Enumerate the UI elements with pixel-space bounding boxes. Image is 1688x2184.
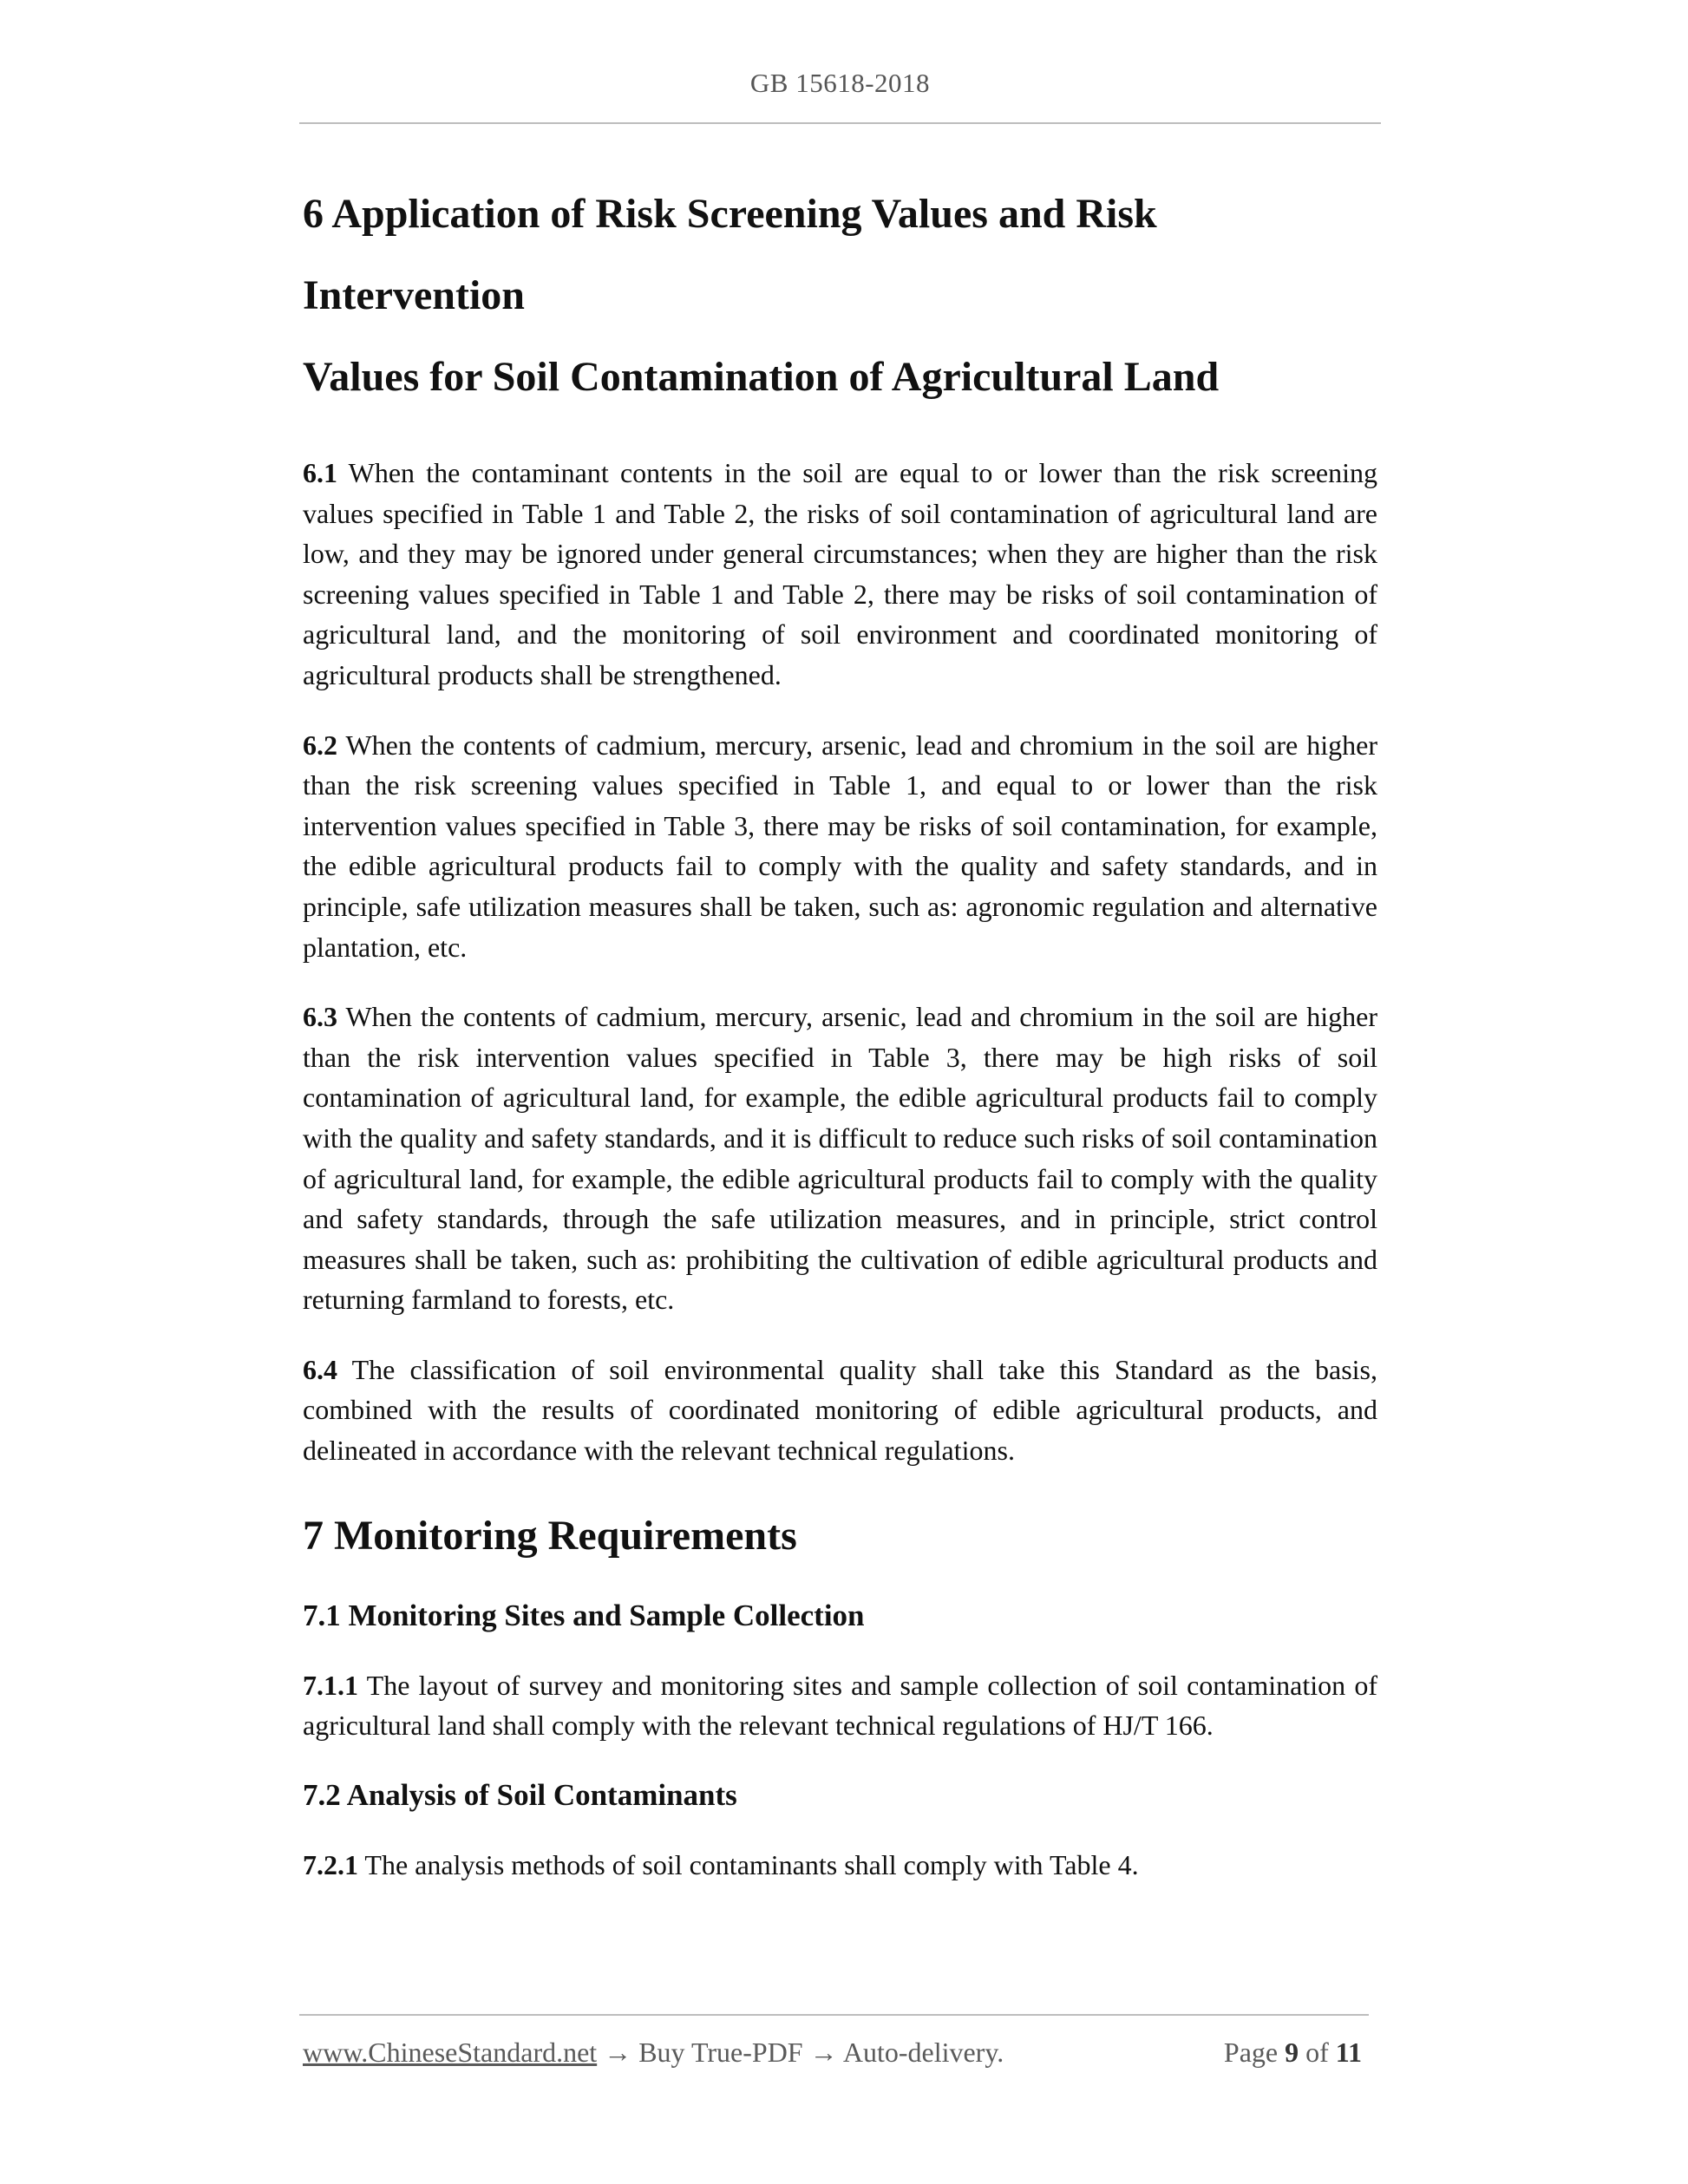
page-indicator — [1224, 2031, 1362, 2073]
clause-text: When the contents of cadmium, mercury, arsenic, lead and chromium in the soil are higher than the risk intervention values specified in Table 3, there may be high risks of soil contamination of agricultural land, for example, the edible agricultural products fail to comply with the quality and safety standards, and it is difficult to reduce such risks of soil contamination of agricultural land, for example, the edible agricultural products fail to comply with the quality and safety standards, through the safe utilization measures, and in principle, strict control measures shall be taken, such as: prohibiting the cultivation of edible agricultural products and returning farmland to forests, etc. — [303, 1001, 1378, 1316]
header-divider — [299, 122, 1381, 124]
clause-6-3 — [303, 997, 1377, 1320]
subsection-7-2-heading: 7.2 Analysis of Soil Contaminants — [303, 1777, 737, 1812]
auto-delivery-text: Auto-delivery. — [842, 2037, 1004, 2068]
clause-text: When the contents of cadmium, mercury, arsenic, lead and chromium in the soil are higher than the risk screening values specified in Table 1, and equal to or lower than the risk intervention values specified in Table 3, there may be risks of soil contamination, for example, the edible agricultural products fail to comply with the quality and safety standards, and in principle, safe utilization measures shall be taken, such as: agronomic regulation and alternative plantation, etc. — [303, 729, 1378, 963]
clause-6-1 — [303, 453, 1377, 696]
clause-text: The analysis methods of soil contaminants shall comply with Table 4. — [364, 1848, 1139, 1880]
subsection-7-1-heading: 7.1 Monitoring Sites and Sample Collection — [303, 1598, 865, 1632]
clause-6-4 — [303, 1350, 1377, 1471]
clause-number: 7.1.1 — [303, 1669, 358, 1701]
clause-7-1-1 — [303, 1665, 1377, 1746]
chinesestandard-link[interactable]: www.ChineseStandard.net — [303, 2037, 598, 2068]
section-6-heading — [303, 173, 1377, 418]
clause-number: 7.2.1 — [303, 1848, 358, 1880]
clause-number: 6.4 — [303, 1353, 337, 1385]
clause-text: The layout of survey and monitoring sites and sample collection of soil contamination of agricultural land shall comply with the relevant technical regulations of HJ/T 166. — [303, 1669, 1378, 1742]
clause-text: When the contaminant contents in the soil are equal to or lower than the risk screening values specified in Table 1 and Table 2, the risks of soil contamination of agricultural land are low, and they may be ignored under general circumstances; when they are higher than the risk screening values specified in Table 1 and Table 2, there may be risks of soil contamination of agricultural land, and the monitoring of soil environment and coordinated monitoring of agricultural products shall be strengthened. — [303, 457, 1378, 690]
current-page-number: 9 — [1285, 2037, 1299, 2068]
document-body — [303, 173, 1377, 1885]
arrow-right-icon: → — [809, 2037, 838, 2068]
clause-number: 6.1 — [303, 457, 337, 488]
standard-number: GB 15618-2018 — [749, 68, 931, 98]
clause-7-2-1 — [303, 1845, 1377, 1886]
footer-divider — [299, 2014, 1369, 2016]
page-label: Page — [1223, 2037, 1279, 2068]
arrow-right-icon: → — [604, 2037, 632, 2068]
section-6-heading-line-2: Values for Soil Contamination of Agricultural Land — [303, 354, 1220, 400]
footer-promo — [303, 2031, 1004, 2073]
document-header — [299, 68, 1381, 99]
of-label: of — [1305, 2037, 1329, 2068]
section-6-heading-line-1: 6 Application of Risk Screening Values and Risk Intervention — [303, 191, 1157, 318]
clause-number: 6.3 — [303, 1001, 337, 1033]
clause-text: The classification of soil environmental quality shall take this Standard as the basis, combined with the results of coordinated monitoring of edible agricultural products, and delineated in accordance with the relevant technical regulations. — [303, 1353, 1378, 1467]
clause-6-2 — [303, 725, 1377, 968]
clause-number: 6.2 — [303, 729, 337, 761]
buy-true-pdf-text: Buy True-PDF — [638, 2037, 803, 2068]
section-7-heading: 7 Monitoring Requirements — [303, 1512, 797, 1559]
total-page-count: 11 — [1335, 2037, 1362, 2068]
